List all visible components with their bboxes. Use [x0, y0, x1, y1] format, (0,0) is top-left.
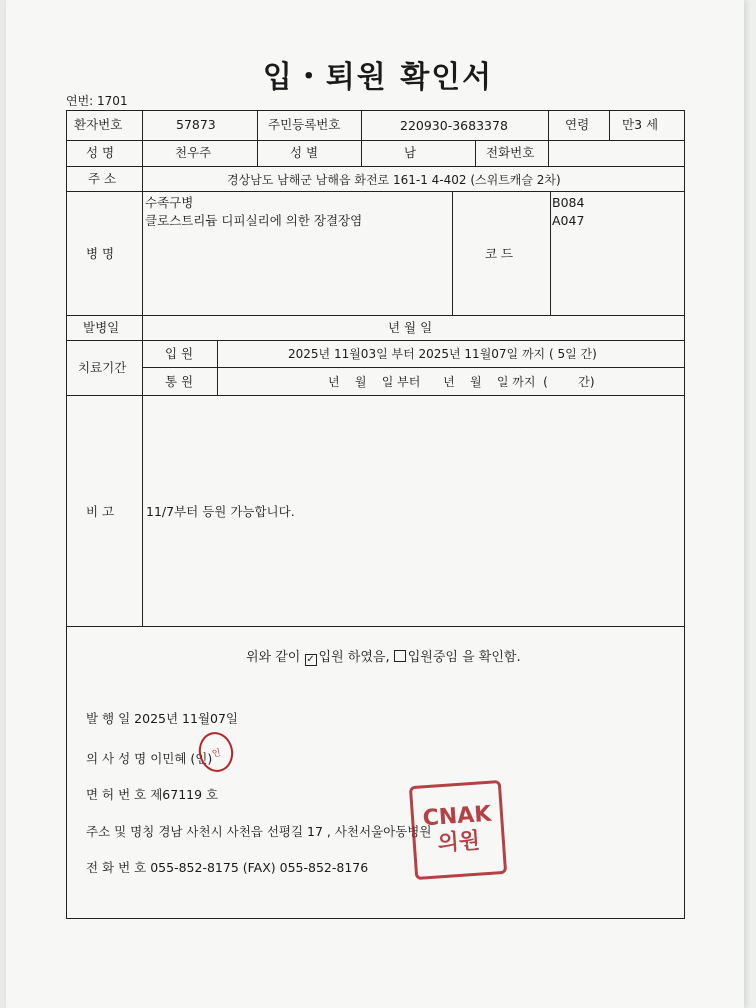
outpatient-label: 통 원 — [165, 374, 194, 389]
code-2: A047 — [552, 213, 585, 228]
row-divider — [142, 367, 685, 368]
rrn-value: 220930-3683378 — [400, 118, 508, 133]
col-divider — [550, 191, 551, 315]
doctor-name: 이민혜 (인) — [150, 751, 213, 766]
issue-date-row — [86, 711, 238, 727]
age-label: 연령 — [565, 117, 590, 132]
code-label: 코 드 — [485, 246, 514, 261]
disease-line-1: 수족구병 — [145, 195, 194, 210]
hospital-address-row — [86, 824, 431, 840]
onset-label: 발병일 — [83, 320, 120, 335]
doctor-seal: 인 — [195, 729, 237, 775]
hospital-seal: CNAK 의원 — [409, 780, 507, 880]
col-divider — [257, 110, 258, 166]
col-divider — [217, 340, 218, 395]
col-divider — [142, 110, 143, 626]
row-divider — [66, 395, 685, 396]
outpatient-value: 년 월 일 부터 년 월 일 까지 ( 간) — [328, 375, 595, 389]
confirm-option-in-hospital: 입원중임 을 확인함. — [407, 650, 521, 665]
col-divider — [452, 191, 453, 315]
doctor-row — [86, 751, 212, 767]
name-label: 성 명 — [86, 145, 115, 160]
inpatient-value: 2025년 11월03일 부터 2025년 11월07일 까지 ( 5일 간) — [288, 347, 597, 361]
hospital-phone-label: 전 화 번 호 — [86, 860, 147, 875]
confirm-prefix: 위와 같이 — [246, 650, 301, 665]
hospital-phone-row — [86, 860, 368, 876]
sex-value: 남 — [404, 145, 417, 160]
patient-no-label: 환자번호 — [74, 117, 123, 132]
row-divider — [66, 315, 685, 316]
checkbox-admitted: ✓ — [306, 654, 315, 665]
age-value: 만3 세 — [622, 117, 659, 132]
serial-number: 연번: 1701 — [66, 94, 128, 108]
rrn-label: 주민등록번호 — [268, 117, 341, 132]
issue-date-value: 2025년 11월07일 — [134, 711, 238, 726]
row-divider — [66, 340, 685, 341]
doctor-label: 의 사 성 명 — [86, 751, 147, 766]
confirm-line — [246, 650, 521, 666]
issue-date-label: 발 행 일 — [86, 711, 131, 726]
sex-label: 성 별 — [290, 145, 319, 160]
name-value: 천우주 — [175, 145, 212, 160]
row-divider — [66, 191, 685, 192]
row-divider — [66, 166, 685, 167]
row-divider — [66, 140, 685, 141]
confirm-option-admitted: 입원 하였음, — [318, 650, 390, 665]
hospital-phone-value: 055-852-8175 (FAX) 055-852-8176 — [150, 860, 369, 875]
code-1: B084 — [552, 195, 585, 210]
treatment-label: 치료기간 — [78, 360, 127, 375]
col-divider — [361, 110, 362, 140]
remarks-label: 비 고 — [86, 504, 115, 519]
document-title: 입・퇴원 확인서 — [262, 60, 494, 95]
patient-no-value: 57873 — [176, 117, 216, 132]
checkbox-in-hospital — [394, 650, 406, 662]
address-value: 경상남도 남해군 남해읍 화전로 161-1 4-402 (스위트캐슬 2차) — [227, 173, 561, 187]
col-divider — [548, 140, 549, 166]
disease-line-2: 클로스트리듐 디피실리에 의한 장결장염 — [145, 213, 363, 228]
hospital-address-value: 경남 사천시 사천읍 선평길 17 , 사천서울아동병원 — [158, 824, 432, 839]
address-label: 주 소 — [88, 171, 117, 186]
onset-value: 년 월 일 — [388, 320, 433, 335]
col-divider — [548, 110, 549, 140]
hospital-address-label: 주소 및 명칭 — [86, 824, 155, 839]
col-divider — [361, 140, 362, 166]
row-divider — [66, 626, 685, 627]
license-label: 면 허 번 호 — [86, 787, 147, 802]
license-row — [86, 787, 218, 803]
remarks-value: 11/7부터 등원 가능합니다. — [146, 504, 295, 519]
col-divider — [475, 140, 476, 166]
phone-label: 전화번호 — [486, 145, 535, 160]
disease-label: 병 명 — [86, 246, 115, 261]
col-divider — [609, 110, 610, 140]
inpatient-label: 입 원 — [165, 346, 194, 361]
license-value: 제67119 호 — [150, 787, 219, 802]
